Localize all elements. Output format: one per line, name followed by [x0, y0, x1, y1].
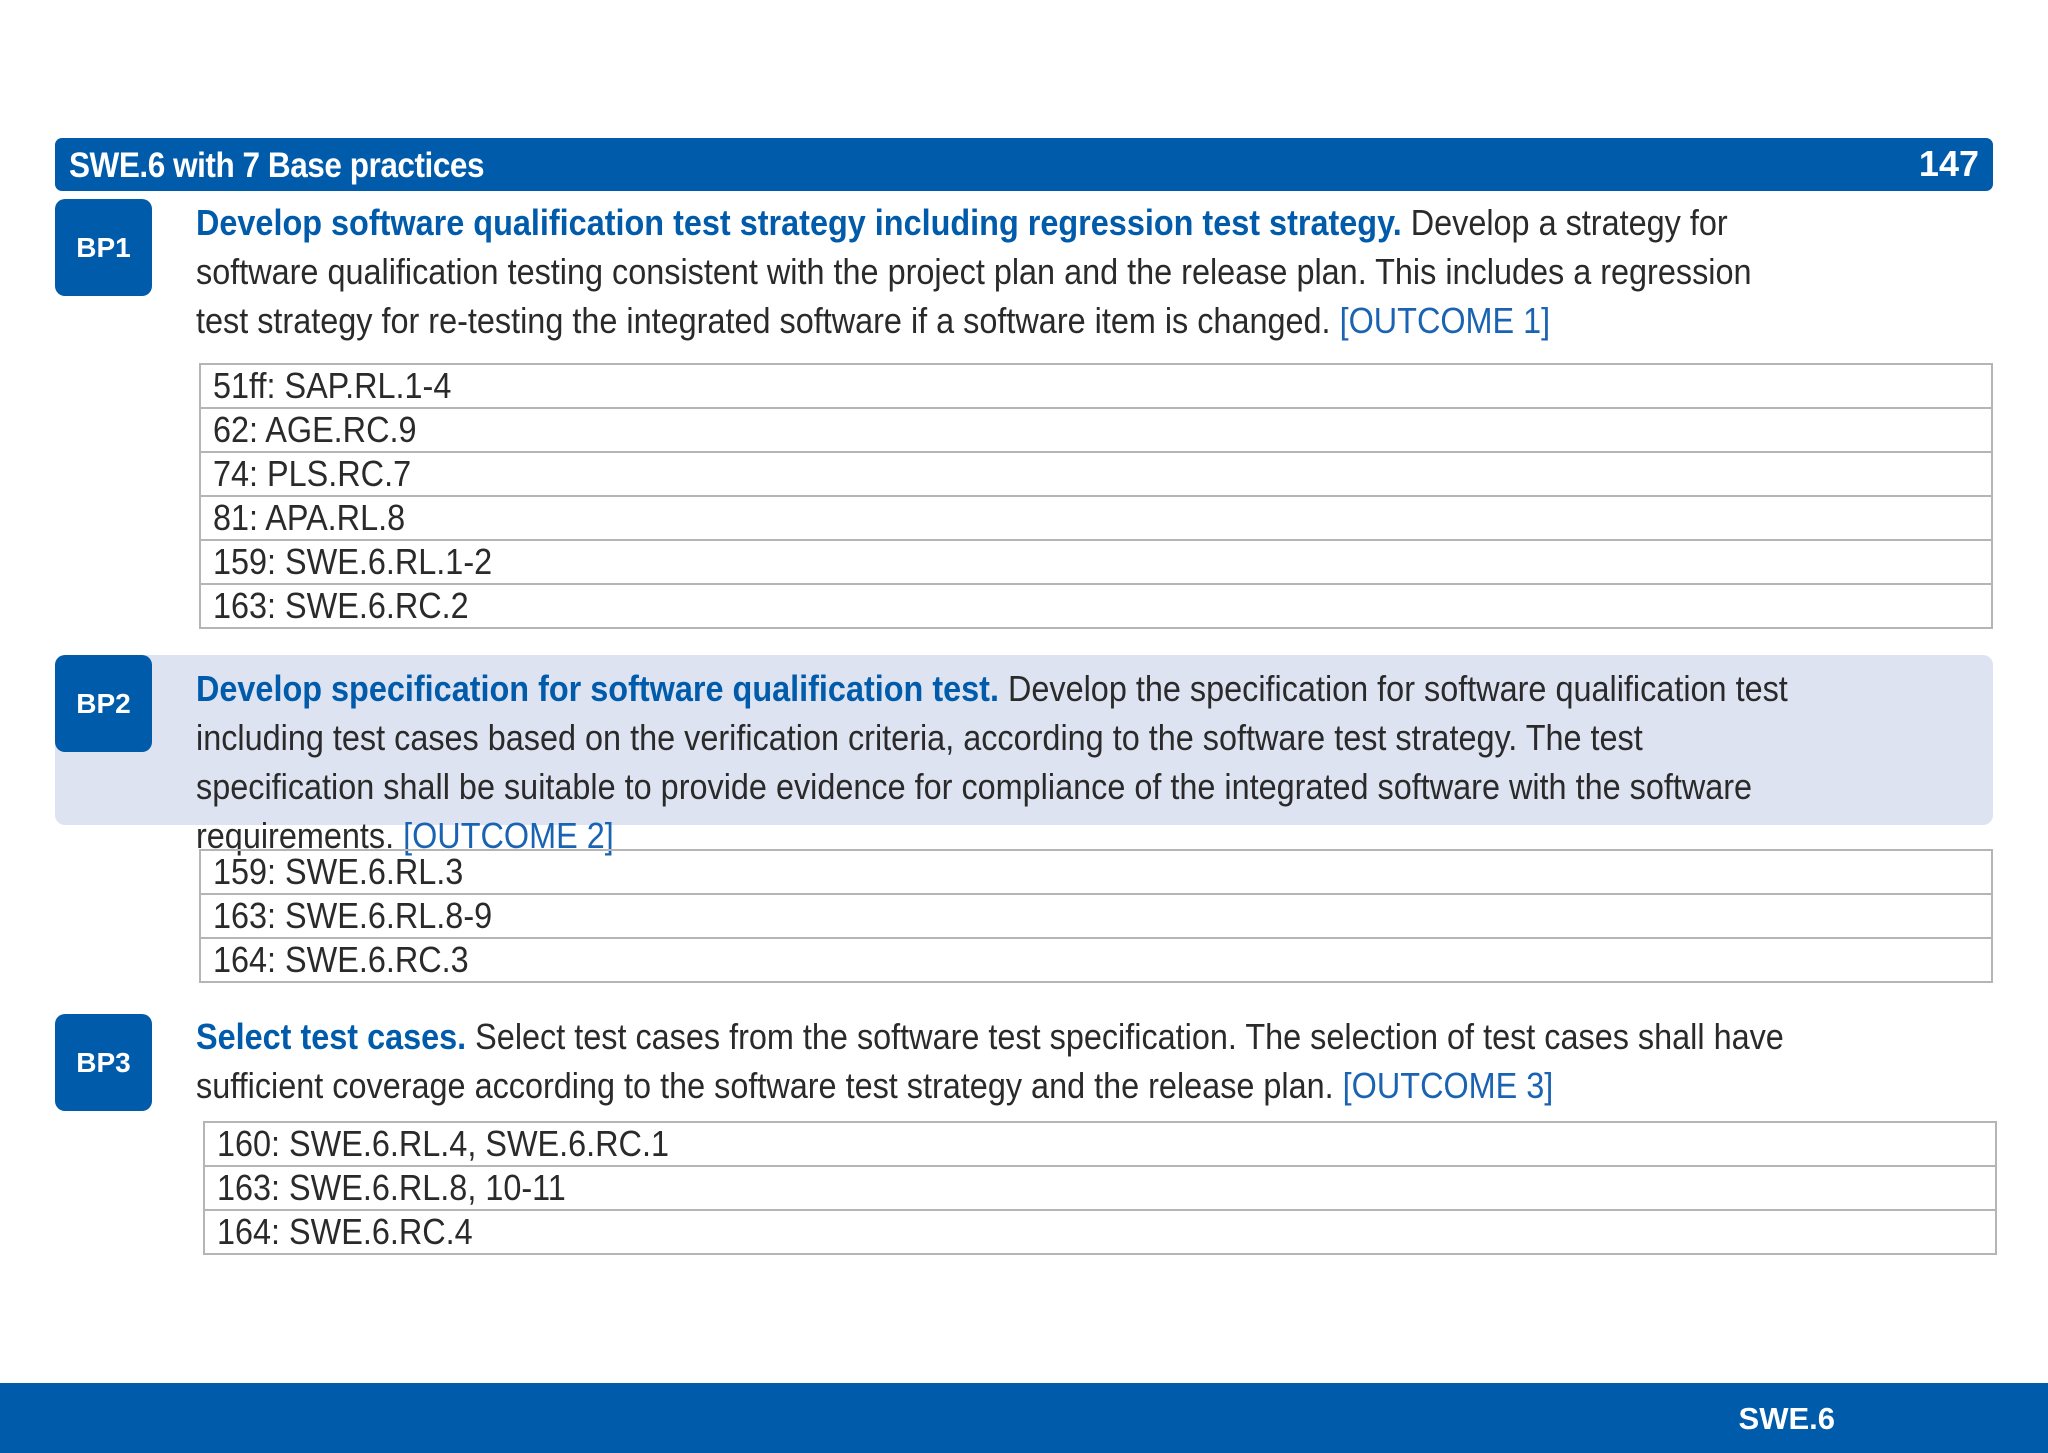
bp1-title: Develop software qualification test strategy including regression test strategy.	[196, 202, 1402, 243]
footer-bar	[0, 1383, 2048, 1453]
footer-section-label: SWE.6	[1738, 1401, 1835, 1436]
bp2-outcome: [OUTCOME 2]	[403, 815, 614, 856]
bp3-description	[196, 1012, 1807, 1110]
table-row: 62: AGE.RC.9	[201, 407, 1991, 451]
bp1-body: Develop a strategy for software qualification testing consistent with the project plan and the release plan. This includes a regression test strategy for re-testing the integrated software if a software item is changed.	[196, 202, 1752, 341]
table-row: 160: SWE.6.RL.4, SWE.6.RC.1	[217, 1123, 669, 1164]
bp3-title: Select test cases.	[196, 1016, 467, 1057]
bp2-title: Develop specification for software qualification test.	[196, 668, 999, 709]
table-row: 159: SWE.6.RL.3	[213, 851, 464, 892]
table-row: 163: SWE.6.RC.2	[201, 583, 1991, 627]
bp2-description	[196, 664, 1807, 860]
page-number: 147	[1918, 143, 1979, 184]
bp3-badge: BP3	[55, 1014, 152, 1111]
table-row: 164: SWE.6.RC.3	[201, 937, 1991, 981]
table-row: 163: SWE.6.RL.8, 10-11	[205, 1165, 1995, 1209]
table-row: 74: PLS.RC.7	[201, 451, 1991, 495]
bp1-reference-table	[199, 363, 1993, 629]
bp1-outcome: [OUTCOME 1]	[1339, 300, 1551, 341]
bp2-reference-table	[199, 849, 1993, 983]
bp3-reference-table	[203, 1121, 1997, 1255]
bp3-body: Select test cases from the software test specification. The selection of test cases shall have sufficient coverage according to the software test strategy and the release plan.	[196, 1016, 1784, 1106]
table-row: 164: SWE.6.RC.4	[205, 1209, 1995, 1253]
bp3-outcome: [OUTCOME 3]	[1342, 1065, 1554, 1106]
table-row: 163: SWE.6.RL.8-9	[201, 893, 1991, 937]
page-title: SWE.6 with 7 Base practices	[69, 146, 485, 185]
table-row: 81: APA.RL.8	[201, 495, 1991, 539]
table-row: 159: SWE.6.RL.1-2	[201, 539, 1991, 583]
bp1-description	[196, 198, 1807, 345]
header-bar	[55, 138, 1993, 191]
bp1-badge: BP1	[55, 199, 152, 296]
bp2-body: Develop the specification for software qualification test including test cases based on the verification criteria, according to the software test strategy. The test specification shall be suitable to provide evidence for compliance of the integrated software with the software requirements.	[196, 668, 1788, 856]
bp2-badge: BP2	[55, 655, 152, 752]
table-row: 51ff: SAP.RL.1-4	[213, 365, 452, 406]
